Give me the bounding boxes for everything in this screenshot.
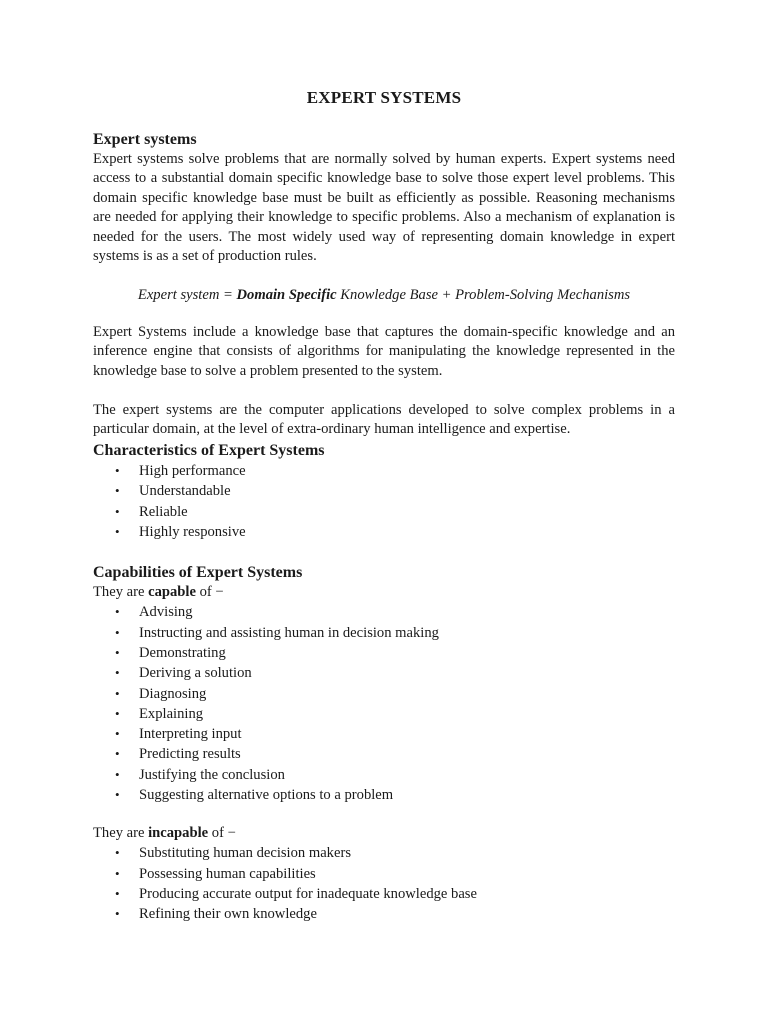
- formula-part-3: Knowledge Base + Problem-Solving Mechanisms: [336, 287, 631, 303]
- capable-lead-post: of −: [195, 584, 224, 600]
- formula-part-1: Expert system =: [137, 287, 237, 303]
- list-item-text: Refining their own knowledge: [139, 906, 317, 923]
- bullet-icon: •: [115, 886, 120, 901]
- bullet-icon: •: [115, 483, 120, 499]
- bullet-icon: •: [115, 624, 120, 640]
- intro-paragraph: Expert systems solve problems that are normally solved by human experts. Expert systems need access to a substantial domain specific knowledge base to solve those expert level problems. This domain specific knowledge base must be built as efficiently as possible. Reasoning mechanisms are needed for applying their knowledge to specific problems. Also a mechanism of explanation is needed for the users. The most widely used way of representing domain knowledge in expert systems is as a set of production rules.: [93, 151, 675, 265]
- section-incapable: [93, 824, 675, 925]
- bullet-icon: •: [115, 604, 120, 620]
- list-item-text: Diagnosing: [139, 685, 207, 702]
- page-title: EXPERT SYSTEMS: [306, 88, 462, 107]
- list-item-text: Deriving a solution: [139, 665, 252, 682]
- incapable-lead-pre: They are: [93, 825, 149, 841]
- knowledge-base-paragraph-block: [93, 323, 675, 381]
- incapable-lead-bold: incapable: [148, 825, 209, 841]
- characteristics-heading: Characteristics of Expert Systems: [93, 442, 325, 459]
- list-item: [93, 502, 675, 522]
- list-item: [93, 522, 675, 542]
- list-item: [93, 643, 675, 663]
- incapable-lead: [93, 824, 675, 843]
- list-item-text: Predicting results: [139, 746, 241, 763]
- bullet-icon: •: [115, 766, 120, 782]
- capable-lead: [93, 583, 675, 602]
- list-item: [93, 663, 675, 683]
- list-item-text: Highly responsive: [139, 523, 246, 540]
- list-item-text: Demonstrating: [139, 645, 226, 661]
- list-item: [93, 704, 675, 724]
- list-item: [93, 744, 675, 764]
- list-item-text: High performance: [139, 463, 246, 479]
- bullet-icon: •: [115, 906, 120, 922]
- formula-block: [93, 286, 675, 305]
- knowledge-base-paragraph: Expert Systems include a knowledge base that captures the domain-specific knowledge and an inference engine that consists of algorithms for manipulating the knowledge represented in the knowledge base to solve a problem presented to the system.: [93, 324, 675, 379]
- applications-paragraph: The expert systems are the computer applications developed to solve complex problems in a particular domain, at the level of extra-ordinary human intelligence and expertise.: [93, 402, 675, 438]
- incapable-list: [93, 843, 675, 924]
- capable-lead-bold: capable: [148, 584, 196, 600]
- list-item-text: Interpreting input: [139, 726, 242, 743]
- bullet-icon: •: [115, 726, 120, 742]
- list-item: [93, 765, 675, 785]
- list-item-text: Understandable: [139, 483, 231, 500]
- list-item-text: Reliable: [139, 503, 188, 520]
- section-expert-systems: [93, 130, 675, 266]
- list-item: [93, 843, 675, 863]
- list-item: [93, 785, 675, 805]
- incapable-lead-post: of −: [208, 825, 236, 841]
- section-heading: Expert systems: [93, 131, 197, 148]
- list-item: [93, 461, 675, 481]
- list-item-text: Explaining: [139, 705, 204, 722]
- list-item-text: Advising: [139, 604, 193, 621]
- bullet-icon: •: [115, 665, 120, 681]
- list-item-text: Producing accurate output for inadequate knowledge base: [139, 886, 477, 902]
- bullet-icon: •: [115, 645, 120, 660]
- list-item: [93, 724, 675, 744]
- list-item-text: Justifying the conclusion: [139, 766, 285, 783]
- list-item-text: Substituting human decision makers: [139, 845, 351, 862]
- applications-paragraph-block: [93, 401, 675, 440]
- list-item: [93, 884, 675, 904]
- formula-line: [93, 286, 675, 305]
- bullet-icon: •: [115, 746, 120, 762]
- capable-lead-pre: They are: [93, 584, 149, 600]
- bullet-icon: •: [115, 845, 120, 861]
- formula-part-2: Domain Specific: [236, 287, 337, 303]
- capable-list: [93, 602, 675, 805]
- list-item: [93, 602, 675, 622]
- list-item: [93, 623, 675, 643]
- list-item: [93, 864, 675, 884]
- section-capabilities: [93, 563, 675, 805]
- list-item: [93, 684, 675, 704]
- section-characteristics: [93, 441, 675, 542]
- characteristics-list: [93, 461, 675, 542]
- bullet-icon: •: [115, 463, 120, 478]
- list-item: [93, 904, 675, 924]
- bullet-icon: •: [115, 705, 120, 721]
- list-item-text: Possessing human capabilities: [139, 865, 316, 882]
- capabilities-heading: Capabilities of Expert Systems: [93, 564, 303, 581]
- bullet-icon: •: [115, 503, 120, 519]
- bullet-icon: •: [115, 523, 120, 539]
- bullet-icon: •: [115, 685, 120, 701]
- list-item: [93, 481, 675, 501]
- list-item-text: Suggesting alternative options to a problem: [139, 787, 394, 804]
- list-item-text: Instructing and assisting human in decision making: [139, 624, 439, 641]
- bullet-icon: •: [115, 865, 120, 881]
- bullet-icon: •: [115, 787, 120, 803]
